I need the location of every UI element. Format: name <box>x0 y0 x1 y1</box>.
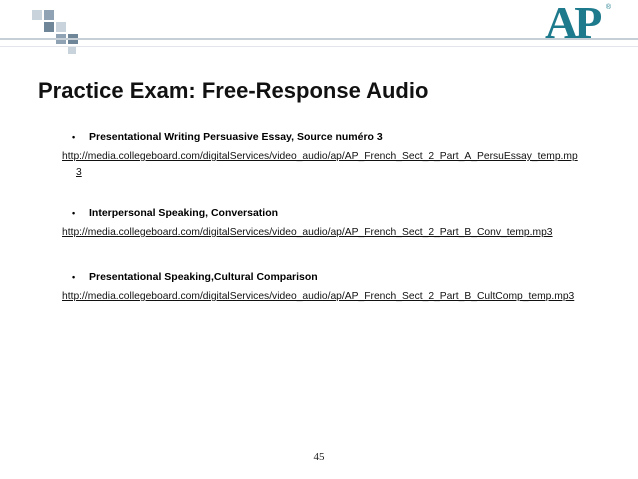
ap-logo <box>545 0 611 48</box>
header-divider <box>0 38 638 40</box>
audio-item <box>62 207 582 241</box>
bullet-icon: • <box>72 272 76 282</box>
audio-link[interactable] <box>62 225 582 241</box>
audio-link-url[interactable]: http://media.collegeboard.com/digitalServices/video_audio/ap/AP_French_Sect_2_Part_B_CultComp_temp.mp3 <box>62 291 575 302</box>
ap-logo-text: AP <box>545 0 599 48</box>
audio-link-url[interactable]: http://media.collegeboard.com/digitalServices/video_audio/ap/AP_French_Sect_2_Part_A_PersuEssay_temp.mp3 <box>62 151 578 178</box>
bullet-icon: • <box>72 132 76 142</box>
audio-link-url[interactable]: http://media.collegeboard.com/digitalServices/video_audio/ap/AP_French_Sect_2_Part_B_Conv_temp.mp3 <box>62 227 553 238</box>
slide-title: Practice Exam: Free-Response Audio <box>38 78 429 103</box>
audio-item <box>62 271 582 305</box>
audio-link[interactable] <box>62 149 582 181</box>
audio-link[interactable] <box>62 289 582 305</box>
bullet-icon: • <box>72 208 76 218</box>
header-divider-secondary <box>0 46 638 47</box>
audio-item-label: Presentational Writing Persuasive Essay, Source numéro 3 <box>89 131 383 143</box>
audio-item-label: Interpersonal Speaking, Conversation <box>89 207 279 219</box>
audio-item-label: Presentational Speaking,Cultural Comparison <box>89 271 318 283</box>
audio-item <box>62 131 582 181</box>
page-number: 45 <box>313 451 325 463</box>
registered-mark: ® <box>605 4 611 11</box>
squares-grid-icon <box>27 6 81 56</box>
